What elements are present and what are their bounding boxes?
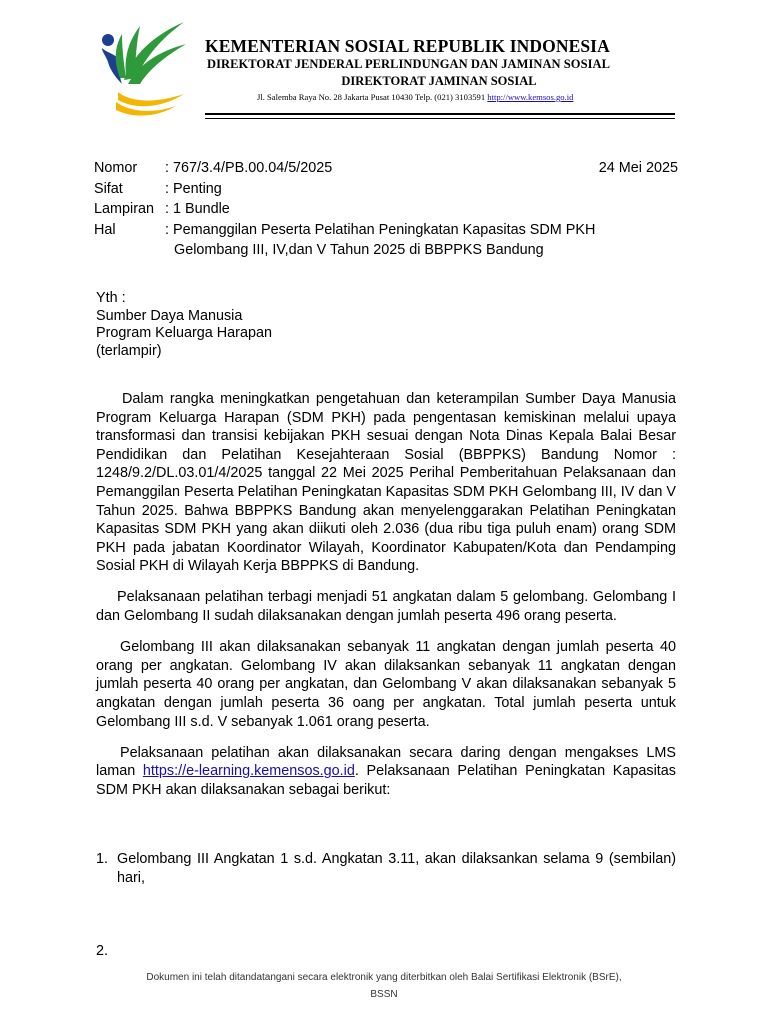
- hal-value: [165, 220, 678, 261]
- directorate-general-name: DIREKTORAT JENDERAL PERLINDUNGAN DAN JAMINAN SOSIAL: [207, 57, 610, 71]
- paragraph-1-text: Dalam rangka meningkatkan pengetahuan dan keterampilan Sumber Daya Manusia Program Keluarga Harapan (SDM PKH) pada pengentasan kemiskinan melalui upaya transformasi dan transisi kebijakan PKH sesuai dengan Nota Dinas Kepala Balai Besar Pendidikan dan Pelatihan Kesejahteraan Sosial (BBPPKS) Bandung Nomor : 1248/9.2/DL.03.01/4/2025 tanggal 22 Mei 2025 Perihal Pemberitahuan Pelaksanaan dan Pemanggilan Peserta Pelatihan Peningkatan Kapasitas SDM PKH Gelombang III, IV dan V Tahun 2025. Bahwa BBPPKS Bandung akan menyelenggarakan Pelatihan Peningkatan Kapasitas SDM PKH yang akan diikuti oleh 2.036 (dua ribu tiga puluh enam) orang SDM PKH pada jabatan Koordinator Wilayah, Koordinator Kabupaten/Kota dan Pendamping Sosial PKH di Wilayah Kerja BBPPKS di Bandung.: [96, 391, 676, 575]
- lampiran-value: : 1 Bundle: [165, 201, 230, 217]
- nomor-row: [94, 158, 678, 179]
- paragraph-3-text: Gelombang III akan dilaksanakan sebanyak 11 angkatan dengan jumlah peserta 40 orang per angkatan. Gelombang IV akan dilaksankan sebanyak 11 angkatan dengan jumlah peserta 40 orang per angkatan, dan Gelombang V akan dilaksanakan sebanyak 5 angkatan dengan jumlah peserta 36 oang per angkatan. Total jumlah peserta untuk Gelombang III s.d. V sebanyak 1.061 orang peserta.: [96, 639, 676, 730]
- letter-body: [96, 390, 676, 812]
- footer: [84, 969, 684, 1003]
- paragraph-4-post: . Pelaksanaan Pelatihan Peningkatan Kapasitas SDM PKH akan dilaksanakan sebagai berikut:: [96, 763, 676, 798]
- sifat-label: Sifat: [94, 180, 123, 197]
- nomor-label: Nomor: [94, 160, 138, 176]
- ministry-name: KEMENTERIAN SOSIAL REPUBLIK INDONESIA: [205, 36, 610, 56]
- letterhead-rule-thick: [205, 113, 675, 115]
- letterhead-rule-thin: [205, 118, 675, 119]
- recipient-line2: Program Keluarga Harapan: [96, 325, 272, 341]
- list-item-number-2: 2.: [96, 943, 109, 959]
- letterhead: [205, 36, 675, 104]
- website-link[interactable]: http://www.kemsos.go.id: [487, 92, 574, 102]
- letter-date: 24 Mei 2025: [598, 160, 678, 176]
- list-item-text: Gelombang III Angkatan 1 s.d. Angkatan 3.11, akan dilaksankan selama 9 (sembilan) hari,: [117, 851, 676, 886]
- hal-row: [94, 220, 678, 261]
- address-text: Jl. Salemba Raya No. 28 Jakarta Pusat 10430 Telp. (021) 3103591: [257, 92, 486, 102]
- recipient-line1: Sumber Daya Manusia: [96, 307, 243, 324]
- paragraph-1: [96, 390, 676, 576]
- paragraph-2-text: Pelaksanaan pelatihan terbagi menjadi 51 angkatan dalam 5 gelombang. Gelombang I dan Gelombang II sudah dilaksanakan dengan jumlah peserta 496 orang peserta.: [96, 589, 676, 625]
- recipient-block: [96, 290, 272, 360]
- sifat-row: [94, 179, 678, 200]
- directorate-name: DIREKTORAT JAMINAN SOSIAL: [341, 74, 537, 88]
- paragraph-2: [96, 588, 676, 625]
- paragraph-4-pre: Pelaksanaan pelatihan akan dilaksanakan secara daring dengan mengakses LMS laman: [96, 744, 676, 780]
- paragraph-3: [96, 638, 676, 731]
- paragraph-4: [96, 744, 676, 800]
- letter-meta: [94, 158, 678, 261]
- list-item: [96, 850, 676, 887]
- list-item-number: 1.: [96, 851, 109, 867]
- footer-line2: BSSN: [370, 989, 398, 1000]
- kemensos-logo-icon: [96, 18, 196, 118]
- footer-line1: Dokumen ini telah ditandatangani secara elektronik yang diterbitkan oleh Balai Sertifikasi Elektronik (BSrE),: [146, 972, 622, 983]
- letterhead-address: [205, 90, 675, 104]
- lampiran-row: [94, 199, 678, 220]
- nomor-value: : 767/3.4/PB.00.04/5/2025: [165, 160, 333, 176]
- hal-value-line2: Gelombang III, IV,dan V Tahun 2025 di BBPPKS Bandung: [174, 242, 544, 258]
- yth-label: Yth :: [96, 290, 126, 306]
- hal-value-line1: : Pemanggilan Peserta Pelatihan Peningkatan Kapasitas SDM PKH: [165, 221, 596, 238]
- recipient-line3: (terlampir): [96, 342, 162, 359]
- sifat-value: : Penting: [165, 180, 222, 197]
- schedule-list: [96, 850, 676, 887]
- lms-link[interactable]: https://e-learning.kemensos.go.id: [142, 763, 355, 780]
- lampiran-label: Lampiran: [94, 201, 154, 217]
- hal-label: Hal: [94, 221, 116, 238]
